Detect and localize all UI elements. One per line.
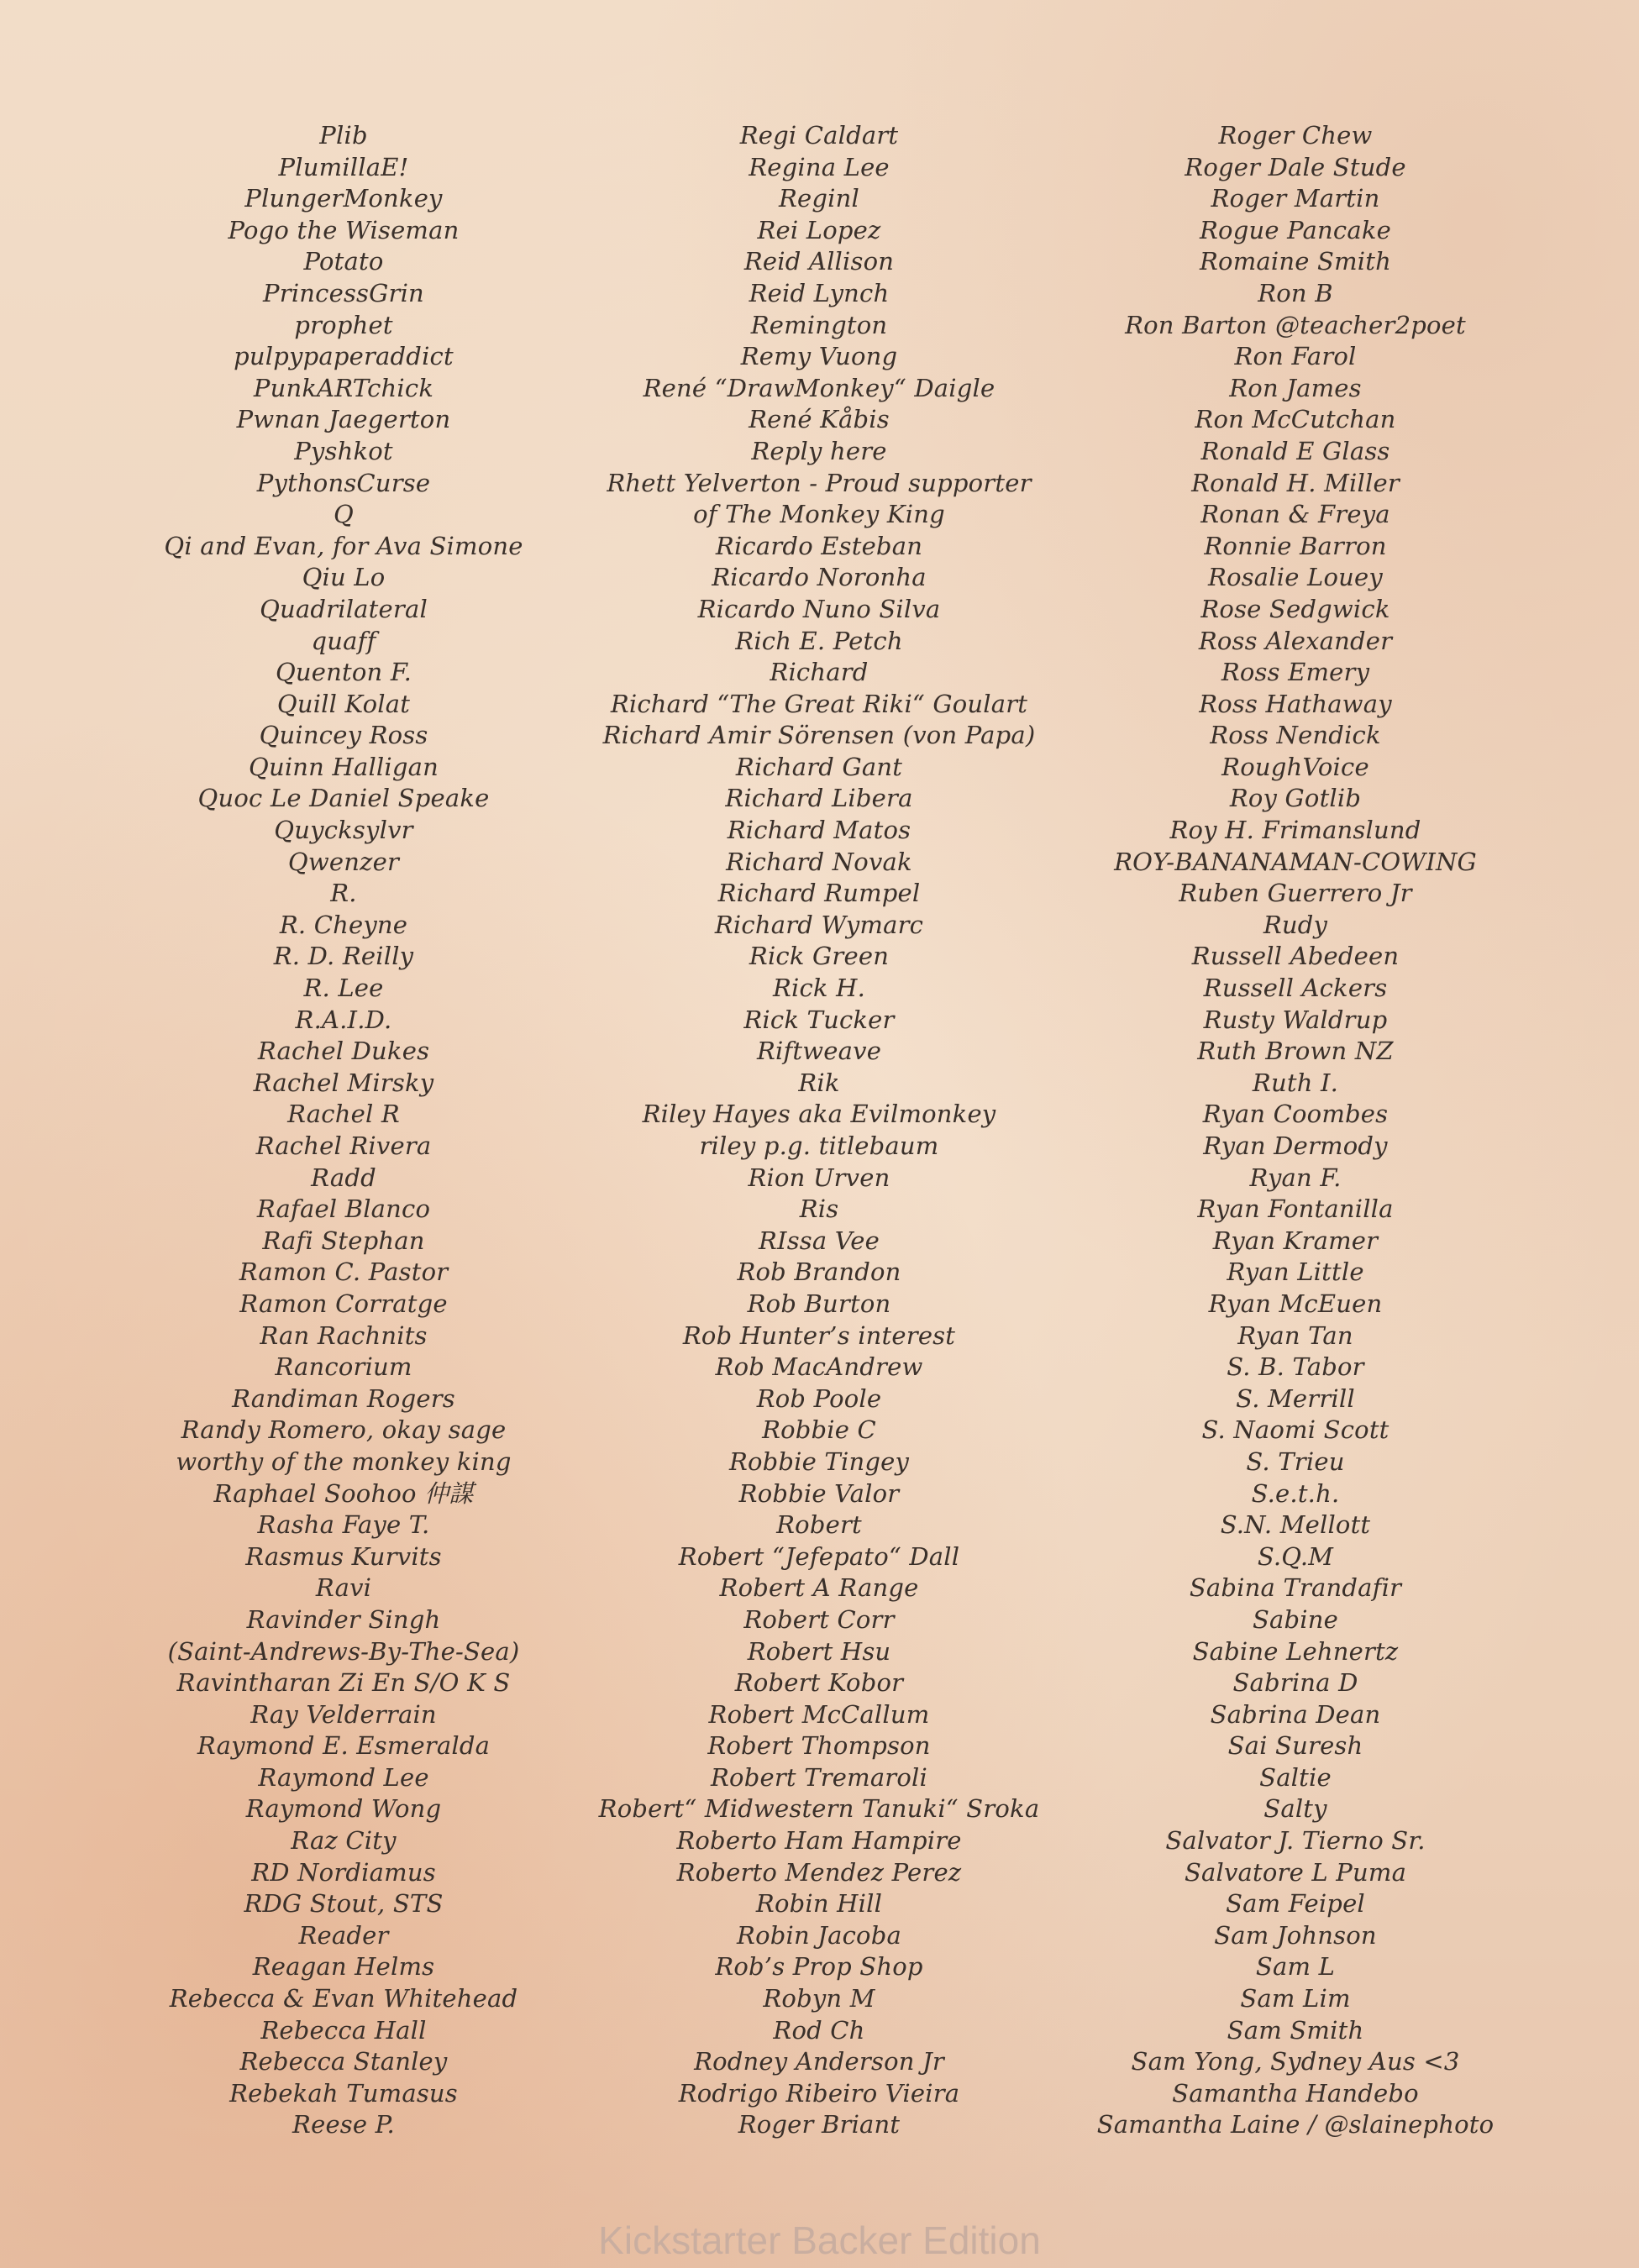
backer-name: Rafael Blanco <box>256 1194 431 1224</box>
backer-name: Rachel R <box>287 1100 400 1129</box>
backer-name: Richard <box>770 658 869 687</box>
backer-name: Ruth Brown NZ <box>1197 1037 1394 1066</box>
backer-name: S. B. Tabor <box>1227 1352 1364 1382</box>
backer-name: Rachel Rivera <box>255 1131 432 1160</box>
backer-name: Rodney Anderson Jr <box>694 2047 944 2076</box>
backer-name: Sabine <box>1252 1604 1339 1634</box>
backer-name: Robert A Range <box>719 1573 919 1603</box>
backer-name: Salvator J. Tierno Sr. <box>1165 1826 1426 1856</box>
backer-name: PythonsCurse <box>256 468 431 497</box>
backer-name: Rhett Yelverton - Proud supporter <box>607 468 1032 497</box>
backer-name: Sabine Lehnertz <box>1192 1636 1399 1666</box>
backer-name: Ron Farol <box>1234 342 1357 371</box>
backer-name: Sam Smith <box>1227 2015 1364 2045</box>
backer-name: Richard Gant <box>735 752 903 781</box>
backer-name: PunkARTchick <box>253 373 434 402</box>
backer-name: R.A.I.D. <box>295 1005 392 1034</box>
backer-name: Ricardo Nuno Silva <box>697 594 941 623</box>
backer-name: Ryan McEuen <box>1208 1289 1383 1318</box>
backer-name: S.Q.M <box>1257 1541 1334 1571</box>
backer-name: (Saint-Andrews-By-The-Sea) <box>167 1636 520 1666</box>
backer-name: Pogo the Wiseman <box>228 215 460 244</box>
backer-name: Richard Rumpel <box>717 879 921 908</box>
backer-name: Ricardo Esteban <box>715 531 923 560</box>
backer-name: Raymond Lee <box>258 1762 429 1792</box>
backer-name: Rebekah Tumasus <box>229 2078 458 2108</box>
backer-name: riley p.g. titlebaum <box>699 1131 939 1160</box>
backer-name: Rebecca Hall <box>260 2015 427 2045</box>
backer-name: Robyn M <box>763 1984 875 2013</box>
backer-name: Rachel Mirsky <box>253 1068 434 1097</box>
backer-name: Rafi Stephan <box>262 1226 425 1255</box>
backer-name: pulpypaperaddict <box>234 342 454 371</box>
backer-name: PlungerMonkey <box>244 184 443 213</box>
backer-name: Remington <box>750 310 888 339</box>
backer-name: René Kåbis <box>749 405 890 434</box>
backer-name: Robert “Jefepato“ Dall <box>678 1541 960 1571</box>
backer-name: Ramon Corratge <box>239 1289 448 1318</box>
backer-name: ROY-BANANAMAN-COWING <box>1114 847 1477 876</box>
backer-name: Robert Kobor <box>734 1668 904 1698</box>
backer-name: Ramon C. Pastor <box>239 1257 449 1287</box>
backer-name: Russell Abedeen <box>1191 942 1400 971</box>
backer-name: S. Trieu <box>1246 1446 1345 1476</box>
backer-name: S. Merrill <box>1236 1383 1355 1413</box>
backer-name: Rogue Pancake <box>1200 215 1391 244</box>
backer-name: Ravi <box>315 1573 372 1603</box>
backer-name: Remy Vuong <box>740 342 898 371</box>
backer-name: Sam Yong, Sydney Aus <3 <box>1131 2047 1460 2076</box>
backer-name: Roy Gotlib <box>1229 784 1362 813</box>
backer-name: Ross Alexander <box>1198 626 1393 655</box>
backer-name: Reader <box>298 1920 389 1950</box>
backer-column-3 <box>1035 120 1556 2141</box>
backer-name: Rion Urven <box>748 1163 890 1192</box>
backer-name: Pwnan Jaegerton <box>236 405 451 434</box>
backer-name: PlumillaE! <box>278 152 409 181</box>
backer-name: Robin Hill <box>755 1889 883 1919</box>
backer-name: Ravinder Singh <box>246 1604 441 1634</box>
backer-name: Rebecca & Evan Whitehead <box>169 1984 518 2013</box>
backer-name: Rick Green <box>749 942 890 971</box>
backer-name: Reagan Helms <box>252 1952 435 1982</box>
backer-name: Qwenzer <box>287 847 400 876</box>
backer-name: RIssa Vee <box>759 1226 880 1255</box>
backer-name: Russell Ackers <box>1203 974 1388 1003</box>
backer-name: Ryan Fontanilla <box>1197 1194 1394 1224</box>
backer-name: Ron James <box>1229 373 1362 402</box>
backer-name: Robbie Tingey <box>728 1446 910 1476</box>
backer-name: Sabrina Dean <box>1210 1699 1381 1729</box>
backer-name: Sabina Trandafir <box>1189 1573 1402 1603</box>
backer-name: Reese P. <box>292 2110 395 2139</box>
backer-name: Richard Matos <box>727 816 911 845</box>
backer-name: Ross Emery <box>1221 658 1370 687</box>
backer-name: Ryan Tan <box>1237 1320 1353 1350</box>
backer-name: Richard Amir Sörensen (von Papa) <box>602 721 1036 750</box>
backer-name: Ryan Dermody <box>1203 1131 1388 1160</box>
backer-name: Riftweave <box>756 1037 882 1066</box>
backer-name: Raymond E. Esmeralda <box>197 1731 491 1761</box>
backer-name: Richard Wymarc <box>714 910 924 939</box>
backer-name: Roger Dale Stude <box>1185 152 1406 181</box>
backer-name: Quinn Halligan <box>248 752 439 781</box>
backer-name: R. D. Reilly <box>273 942 414 971</box>
backer-name: Salvatore L Puma <box>1184 1857 1407 1887</box>
backer-name: Reply here <box>751 436 887 465</box>
backer-name: R. Cheyne <box>279 910 408 939</box>
backer-name: Robert“ Midwestern Tanuki“ Sroka <box>598 1794 1040 1824</box>
backer-name: Ronald E Glass <box>1200 436 1390 465</box>
backer-name: RD Nordiamus <box>251 1857 436 1887</box>
backer-name: Ron McCutchan <box>1195 405 1396 434</box>
backer-name: Rachel Dukes <box>257 1037 430 1066</box>
backer-name: Rosalie Louey <box>1208 563 1383 592</box>
backer-name: Rusty Waldrup <box>1203 1005 1388 1034</box>
backer-name: Reid Lynch <box>749 278 890 307</box>
backer-name: Reid Allison <box>743 247 895 276</box>
backer-name: Riley Hayes aka Evilmonkey <box>642 1100 996 1129</box>
backer-name: Rodrigo Ribeiro Vieira <box>678 2078 960 2108</box>
backer-name: Richard Libera <box>725 784 913 813</box>
backer-name: Ran Rachnits <box>260 1320 428 1350</box>
backer-column-2 <box>559 120 1080 2141</box>
backer-name: Ron Barton @teacher2poet <box>1125 310 1466 339</box>
backer-name: quaff <box>311 626 376 655</box>
backer-name: Rich E. Petch <box>735 626 903 655</box>
backer-name: Quadrilateral <box>260 594 428 623</box>
backer-name: Ross Hathaway <box>1199 689 1392 718</box>
backer-name: Rasmus Kurvits <box>245 1541 442 1571</box>
backer-name: Rob Poole <box>756 1383 882 1413</box>
backer-name: Roger Chew <box>1218 121 1373 150</box>
backer-name: RoughVoice <box>1221 752 1369 781</box>
backer-name: Rob’s Prop Shop <box>715 1952 923 1982</box>
backer-name: Rik <box>798 1068 840 1097</box>
backer-name: Sam Feipel <box>1226 1889 1365 1919</box>
backer-name: Sam Johnson <box>1214 1920 1377 1950</box>
backer-name: Q <box>334 500 354 529</box>
backer-name: Ronnie Barron <box>1204 531 1387 560</box>
backer-name: Roy H. Frimanslund <box>1169 816 1421 845</box>
backer-name: Sam Lim <box>1240 1984 1351 2013</box>
backer-name: Ronan & Freya <box>1200 500 1390 529</box>
backer-name: Rei Lopez <box>757 215 881 244</box>
backer-name: Ruben Guerrero Jr <box>1179 879 1412 908</box>
backer-name: Rose Sedgwick <box>1200 594 1390 623</box>
backer-name: Quycksylvr <box>274 816 413 845</box>
backer-name: Robert Thompson <box>707 1731 931 1761</box>
backer-name: Quill Kolat <box>276 689 411 718</box>
backer-name: Robert Tremaroli <box>711 1762 927 1792</box>
backer-name: S.N. Mellott <box>1220 1510 1371 1540</box>
backer-name: R. <box>330 879 357 908</box>
backer-name: Reginl <box>779 184 859 213</box>
backer-name: Potato <box>303 247 384 276</box>
backer-name: S.e.t.h. <box>1251 1478 1340 1508</box>
backer-name: Quenton F. <box>275 658 412 687</box>
backer-name: Ray Velderrain <box>250 1699 437 1729</box>
backer-name: Ris <box>799 1194 839 1224</box>
backer-name: Samantha Laine / @slainephoto <box>1096 2110 1495 2139</box>
backer-name: Quincey Ross <box>259 721 428 750</box>
backer-name-columns <box>0 120 1639 2145</box>
backer-name: Regi Caldart <box>739 121 899 150</box>
backer-name: Roger Briant <box>738 2110 901 2139</box>
backer-name: Pyshkot <box>294 436 393 465</box>
backer-name: Salty <box>1263 1794 1327 1824</box>
backer-name: Richard “The Great Riki“ Goulart <box>610 689 1028 718</box>
backer-name: Rancorium <box>275 1352 412 1382</box>
backer-name: Samantha Handebo <box>1172 2078 1419 2108</box>
backer-name: René “DrawMonkey“ Daigle <box>643 373 995 402</box>
footer-edition-label: Kickstarter Backer Edition <box>598 2218 1041 2262</box>
backer-name: Ricardo Noronha <box>712 563 927 592</box>
backer-name: Sabrina D <box>1232 1668 1358 1698</box>
backer-name: worthy of the monkey king <box>176 1446 512 1476</box>
backer-name: Ryan F. <box>1249 1163 1342 1192</box>
backer-name: of The Monkey King <box>693 500 945 529</box>
backer-name: Sai Suresh <box>1227 1731 1363 1761</box>
backer-name: Ryan Kramer <box>1212 1226 1379 1255</box>
backer-name: Rudy <box>1263 910 1328 939</box>
backer-name: Ryan Little <box>1227 1257 1364 1287</box>
backer-name: Robert <box>776 1510 862 1540</box>
backer-name: Roberto Ham Hampire <box>676 1826 962 1856</box>
backer-name: Roberto Mendez Perez <box>676 1857 962 1887</box>
backer-name: Rasha Faye T. <box>257 1510 430 1540</box>
backer-name: Rick Tucker <box>743 1005 895 1034</box>
backer-name: Randiman Rogers <box>232 1383 455 1413</box>
backer-name: Ryan Coombes <box>1202 1100 1389 1129</box>
backer-name: Robert Corr <box>743 1604 895 1634</box>
backer-name: Sam L <box>1255 1952 1336 1982</box>
backer-name: Robin Jacoba <box>737 1920 901 1950</box>
backer-name: Qiu Lo <box>302 563 386 592</box>
backer-name: S. Naomi Scott <box>1201 1415 1389 1445</box>
backer-name: Rob MacAndrew <box>715 1352 923 1382</box>
backer-column-1 <box>83 120 604 2141</box>
backer-name: Rebecca Stanley <box>239 2047 448 2076</box>
backer-name: Rod Ch <box>773 2015 865 2045</box>
backer-name: Rob Burton <box>747 1289 891 1318</box>
backer-name: prophet <box>294 310 393 339</box>
backer-name: Regina Lee <box>749 152 890 181</box>
backer-name: Quoc Le Daniel Speake <box>197 784 490 813</box>
backer-name: Rick H. <box>772 974 866 1003</box>
backer-name: Robert McCallum <box>708 1699 930 1729</box>
backer-name: Roger Martin <box>1211 184 1380 213</box>
backer-name: Ron B <box>1258 278 1333 307</box>
backer-name: Raz City <box>291 1826 397 1856</box>
backer-name: Rob Hunter’s interest <box>682 1320 956 1350</box>
backer-name: Ravintharan Zi En S/O K S <box>176 1668 511 1698</box>
backer-name: Raphael Soohoo 仲謀 <box>213 1478 474 1508</box>
backer-name: R. Lee <box>303 974 384 1003</box>
backer-name: Radd <box>311 1163 376 1192</box>
backer-name: Plib <box>319 121 368 150</box>
backer-name: Ross Nendick <box>1210 721 1381 750</box>
backer-name: Robbie C <box>762 1415 876 1445</box>
backer-name: Saltie <box>1259 1762 1332 1792</box>
backer-name: Romaine Smith <box>1200 247 1391 276</box>
backer-name: Richard Novak <box>726 847 912 876</box>
backer-name: Qi and Evan, for Ava Simone <box>164 531 523 560</box>
backer-name: RDG Stout, STS <box>244 1889 444 1919</box>
backer-name: Rob Brandon <box>737 1257 901 1287</box>
backer-name: Raymond Wong <box>245 1794 442 1824</box>
backer-name: PrincessGrin <box>263 278 424 307</box>
backer-name: Robbie Valor <box>738 1478 900 1508</box>
backer-name: Ronald H. Miller <box>1191 468 1400 497</box>
backer-name: Robert Hsu <box>747 1636 891 1666</box>
backer-name: Randy Romero, okay sage <box>181 1415 507 1445</box>
backer-name: Ruth I. <box>1252 1068 1339 1097</box>
